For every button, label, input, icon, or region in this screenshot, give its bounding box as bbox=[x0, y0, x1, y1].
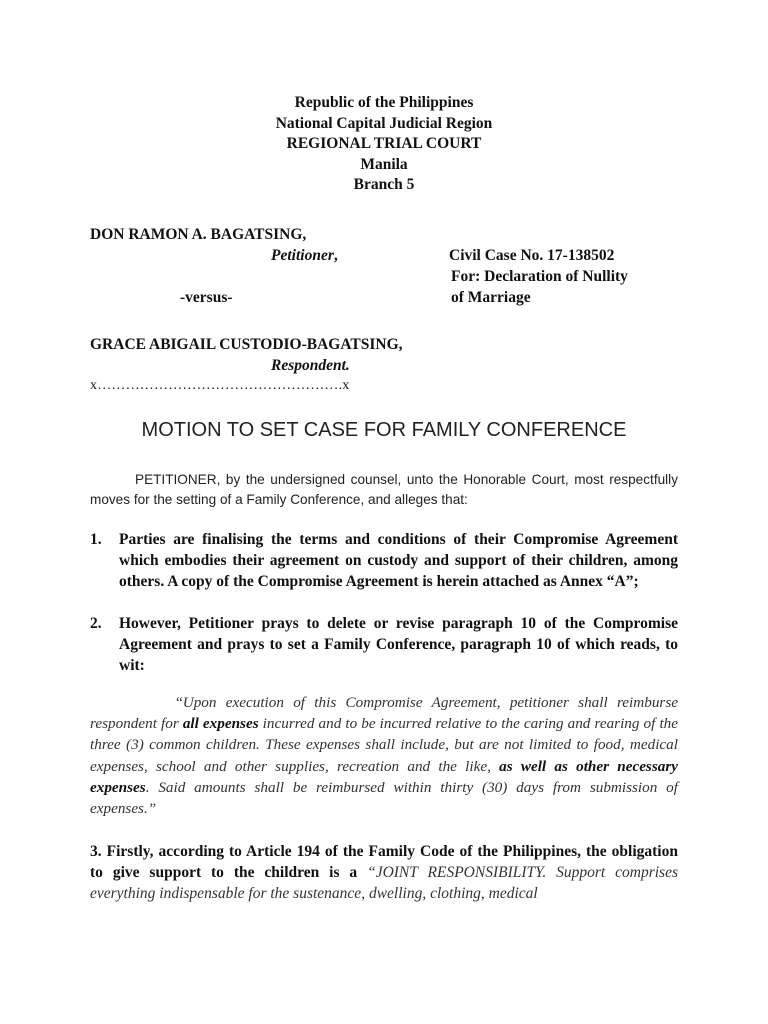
numbered-item bbox=[90, 529, 678, 592]
header-city: Manila bbox=[360, 155, 408, 173]
court-header bbox=[0, 93, 768, 196]
caption-separator: x…………………………………………….x bbox=[90, 378, 350, 393]
motion-title: MOTION TO SET CASE FOR FAMILY CONFERENCE bbox=[141, 419, 627, 441]
petitioner-role-comma: , bbox=[333, 247, 338, 264]
numbered-item bbox=[90, 613, 678, 676]
quote-bold-other-expenses: as well as other necessary expenses bbox=[90, 757, 678, 796]
respondent-name: GRACE ABIGAIL CUSTODIO-BAGATSING, bbox=[90, 336, 403, 353]
petitioner-role: Petitioner bbox=[271, 247, 334, 264]
case-nature-line2: of Marriage bbox=[451, 289, 531, 306]
paragraph-3-italic: “JOINT RESPONSIBILITY. Support comprises everything indispensable for the sustenance, dwelling, clothing, medical bbox=[90, 864, 678, 902]
intro-paragraph: PETITIONER, by the undersigned counsel, unto the Honorable Court, most respectfully moves for the setting of a Family Conference, and alleges that: bbox=[90, 472, 678, 507]
quote-part-1: Upon execution of this Compromise Agreement, petitioner shall reimburse respondent for bbox=[90, 694, 678, 733]
respondent-role: Respondent. bbox=[271, 357, 350, 374]
header-branch: Branch 5 bbox=[353, 176, 415, 193]
quote-open-mark: “ bbox=[176, 694, 183, 711]
petitioner-role-line bbox=[271, 247, 338, 265]
quote-part-2: incurred and to be incurred relative to the caring and rearing of the three (3) common children. These expenses shall include, but are not limited to food, medical expenses, school and other supplies, recreation and the like, bbox=[90, 715, 678, 775]
petitioner-name: DON RAMON A. BAGATSING, bbox=[90, 226, 307, 243]
header-republic: Republic of the Philippines bbox=[294, 94, 474, 111]
item-number: 2. bbox=[90, 615, 102, 632]
paragraph-3 bbox=[90, 841, 678, 904]
civil-case-number: Civil Case No. 17-138502 bbox=[449, 247, 615, 264]
item-number: 1. bbox=[90, 531, 102, 548]
quote-part-3: . Said amounts shall be reimbursed within thirty (30) days from submission of expenses.” bbox=[90, 778, 678, 818]
paragraph-3-bold: 3. Firstly, according to Article 194 of the Family Code of the Philippines, the obligation to give support to the children is a bbox=[90, 843, 678, 881]
versus-label: -versus- bbox=[180, 289, 233, 306]
quote-bold-all-expenses: all expenses bbox=[182, 715, 259, 733]
item-text: However, Petitioner prays to delete or revise paragraph 10 of the Compromise Agreement and prays to set a Family Conference, paragraph 10 of which reads, to wit: bbox=[119, 615, 678, 674]
header-region: National Capital Judicial Region bbox=[275, 114, 493, 132]
case-nature-line1: For: Declaration of Nullity bbox=[451, 268, 628, 285]
quoted-paragraph-10 bbox=[90, 692, 678, 819]
item-text: Parties are finalising the terms and conditions of their Compromise Agreement which embodies their agreement on custody and support of their children, among others. A copy of the Compromise Agreement is herein attached as Annex “A”; bbox=[119, 531, 678, 590]
header-court: REGIONAL TRIAL COURT bbox=[286, 135, 482, 152]
